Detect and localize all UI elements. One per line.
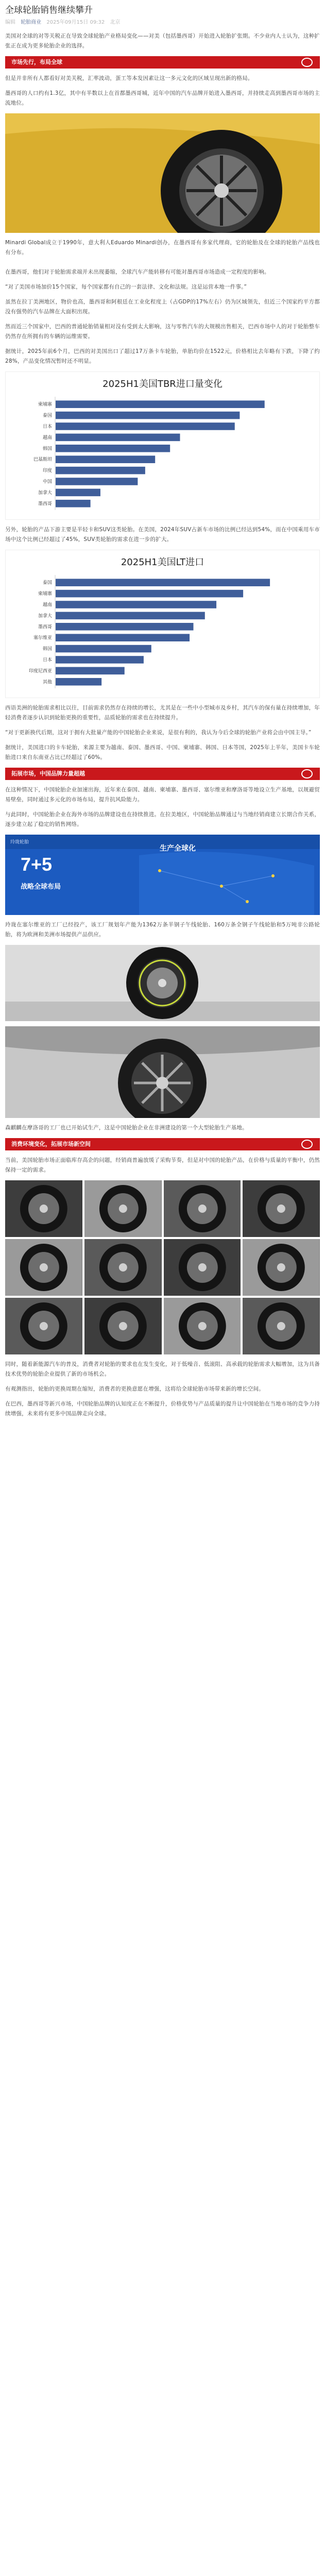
- paragraph: 在这种情况下，中国轮胎企业加速出海，近年来在泰国、越南、柬埔寨、墨西哥、塞尔维亚和摩洛哥等地设立生产基地，以规避贸易壁垒，同时通过多元化的市场布局，提升抗风险能力。: [5, 787, 320, 803]
- category-label: 日本: [42, 657, 52, 663]
- paragraph: 另外，轮胎的产品下游主要是半轻卡和SUV这类轮胎。在美国，2024年SUV占新车市场的比例已经达到54%，而在中国乘用车市场中这个比例已经超过了45%，SUV类轮胎的需求在进一步的扩大。: [5, 527, 320, 543]
- category-label: 日本: [42, 424, 52, 430]
- meta-account-link[interactable]: 轮胎商业: [21, 20, 42, 25]
- tire-photo: [84, 1298, 162, 1354]
- chart-svg: [6, 372, 319, 519]
- bar-7: [56, 656, 144, 664]
- bar-1: [56, 590, 243, 598]
- category-label: 墨西哥: [38, 624, 52, 630]
- category-label: 韩国: [42, 647, 52, 652]
- paragraph: 当前，美国轮胎市场正面临库存高企的问题，经销商普遍放缓了采购节奏，但是对中国的轮胎产品，在价格与质量的平衡中，仍然保持一定的需求。: [5, 1157, 320, 1173]
- tire-icon: [84, 1298, 162, 1354]
- bar-0: [56, 400, 265, 408]
- tire-icon: [84, 1239, 162, 1296]
- bar-6: [56, 645, 151, 653]
- bar-4: [56, 623, 194, 631]
- category-label: 加拿大: [38, 613, 52, 619]
- tire-icon: [243, 1298, 320, 1354]
- photo-tire-display: [5, 945, 320, 1021]
- paragraph: 然而近三个国家中，巴西的普通轮胎销量相对没有受到太大影响，这与零售汽车的大规模出售相关，巴西市场中人的对于轮胎整车仍然存在所拥有的车辆的运维需要。: [5, 324, 320, 340]
- tire-icon: [5, 1298, 82, 1354]
- chart-tbr-imports: [5, 371, 320, 520]
- tire-icon: [243, 1239, 320, 1296]
- section-header-1: [5, 56, 320, 69]
- tire-photo: [243, 1239, 320, 1296]
- bar-1: [56, 412, 240, 419]
- category-label: 泰国: [42, 413, 52, 419]
- bar-5: [56, 455, 155, 463]
- paragraph: 有观测指出，轮胎的更换周期在缩短，消费者的更换意愿在增强，这将给全球轮胎市场带来新的增长空间。: [5, 1386, 264, 1392]
- bar-3: [56, 434, 180, 442]
- article-meta: [5, 19, 320, 26]
- tire-photo-grid: [5, 1180, 320, 1354]
- tire-illustration: [5, 1026, 320, 1118]
- paragraph: 据统计，2025年前6个月，巴西的对美国出口了超过17万条卡车轮胎，单胎均价在1522元，价格相比去年略有下跌，下降了约28%，产品变化情况暂时还不明显。: [5, 348, 320, 364]
- section-title: 市场先行，布局全球: [11, 59, 62, 65]
- paragraph: 美国对全球的对等关税正在导致全球轮胎产业格局变化——对美（包括墨西哥）开始进入轮胎扩张期。不少业内人士认为，这种扩张正在成为更多轮胎企业的选择。: [5, 33, 320, 49]
- tire-icon: [164, 1298, 241, 1354]
- paragraph: 玲珑在塞尔维亚的工厂已经投产，该工厂规划年产能为1362万条半钢子午线轮胎、160万条全钢子午线轮胎和5万吨非公路轮胎，将为欧洲和美洲市场提供产品供应。: [5, 922, 320, 938]
- tire-photo: [164, 1180, 241, 1237]
- category-label: 柬埔寨: [38, 591, 52, 597]
- tire-photo: [5, 1180, 82, 1237]
- tire-icon: [164, 1180, 241, 1237]
- category-label: 越南: [42, 602, 52, 608]
- tire-illustration: [5, 113, 320, 233]
- paragraph: 但是并非所有人都看好对美关税，汇率波动，蛋工等本发因素让这一多元文化的区域呈现出新的格局。: [5, 75, 253, 81]
- banner-big-number: 7+5: [21, 854, 53, 875]
- paragraph: 墨西哥的人口约有1.3亿，其中有半数以上在首都墨西哥城，近年中国的汽车品牌开始进入墨西哥，并持续走高到墨西哥市场的主流地位。: [5, 90, 320, 106]
- bar-7: [56, 478, 138, 485]
- chart-svg: [6, 550, 319, 698]
- section-title: 拓展市场，中国品牌力量超越: [11, 770, 85, 777]
- paragraph: “对了美国市场加价15个国家，每个国家都有自己的一套法律、文化和法规。这是运营本地一件事。”: [5, 284, 247, 290]
- tire-icon: [164, 1239, 241, 1296]
- ring-decoration-icon: [301, 1140, 313, 1149]
- tire-icon: [5, 1239, 82, 1296]
- category-label: 泰国: [42, 580, 52, 586]
- category-label: 墨西哥: [38, 501, 52, 507]
- tire-photo: [84, 1180, 162, 1237]
- bar-8: [56, 489, 100, 497]
- category-label: 中国: [42, 479, 52, 485]
- photo-yellow-car-tire: [5, 113, 320, 233]
- tire-photo: [164, 1298, 241, 1354]
- tire-icon: [84, 1180, 162, 1237]
- bar-5: [56, 634, 190, 641]
- category-label: 印度: [42, 468, 52, 474]
- category-label: 加拿大: [38, 490, 52, 496]
- tire-photo: [5, 1298, 82, 1354]
- meta-author: 编辑: [5, 20, 15, 25]
- chart-title: 2025H1美国TBR进口量变化: [102, 379, 223, 389]
- bar-2: [56, 422, 235, 430]
- article-title: 全球轮胎销售继续攀升: [5, 5, 93, 15]
- paragraph: 据统计，美国进口的卡车轮胎，来源主要为越南、泰国、墨西哥、中国、柬埔寨、韩国、日本等国，2025年上半年，美国卡车轮胎进口来自东南亚占比已经超过了60%。: [5, 744, 320, 760]
- bar-2: [56, 601, 216, 608]
- bar-4: [56, 445, 170, 452]
- section-header-3: [5, 1138, 320, 1150]
- category-label: 印度尼西亚: [28, 668, 52, 674]
- section-header-2: [5, 768, 320, 780]
- meta-location: 北京: [110, 20, 121, 25]
- tire-photo: [243, 1180, 320, 1237]
- tire-photo: [164, 1239, 241, 1296]
- bar-6: [56, 467, 145, 474]
- chart-lt-imports: [5, 550, 320, 698]
- paragraph: 同时，随着新能源汽车的普及，消费者对轮胎的要求也在发生变化，对于低噪音、低滚阻、高承载的轮胎需求大幅增加，这为具备技术优势的轮胎企业提供了新的市场机会。: [5, 1361, 320, 1377]
- category-label: 其他: [42, 680, 52, 685]
- category-label: 越南: [42, 435, 52, 440]
- ring-decoration-icon: [301, 769, 313, 778]
- meta-date: 2025年09月15日 09:32: [46, 20, 105, 25]
- paragraph: 在巴西，墨西哥等新兴市场，中国轮胎品牌的认知度正在不断提升，价格优势与产品质量的提升让中国轮胎在当地市场的竞争力持续增强，未来将有更多中国品牌走向全球。: [5, 1401, 320, 1417]
- ring-decoration-icon: [301, 58, 313, 67]
- bar-8: [56, 667, 125, 675]
- category-label: 巴基斯坦: [33, 457, 52, 463]
- banner-slogan: 生产全球化: [160, 844, 196, 853]
- tire-illustration: [5, 945, 320, 1021]
- tire-photo: [5, 1239, 82, 1296]
- paragraph: 与此同时，中国轮胎企业在海外市场的品牌建设也在持续推进。在拉美地区，中国轮胎品牌通过与当地经销商建立长期合作关系，逐步建立起了稳定的销售网络。: [5, 811, 320, 827]
- tire-icon: [5, 1180, 82, 1237]
- bar-9: [56, 678, 101, 686]
- tire-photo: [243, 1298, 320, 1354]
- banner-global-layout: [5, 835, 320, 915]
- paragraph: 虽然在拉丁美洲地区，物价也高，墨西哥和阿根廷在工业化程度上（占GDP的17%左右）仍为区域领先，但近三个国家约平方都没有强势的汽车品牌在大面积出现。: [5, 299, 320, 315]
- banner-subtitle: 战略全球布局: [21, 883, 61, 891]
- paragraph: “对于更新换代后期，这对于拥有大批量产能的中国轮胎企业来说，是很有利的，我认为今后全球的轮胎产业将会由中国主导。”: [5, 730, 312, 736]
- bar-9: [56, 500, 91, 507]
- photo-car-wheel: [5, 1026, 320, 1118]
- paragraph: Minardi Global成立于1990年，意大利人Eduardo Minardi创办，在墨西哥有多家代理商，它的轮胎及在全球的轮胎产品线也有分布。 在墨西哥，他们对于轮胎需求端并未出现萎缩，全球汽车产能转移有可能对墨西哥市场造成一定程度的影响。: [5, 240, 320, 275]
- paragraph: 森麒麟在摩洛哥的工厂也已开始试生产，这是中国轮胎企业在非洲建设的第一个大型轮胎生产基地。: [5, 1125, 248, 1131]
- category-label: 塞尔维亚: [33, 635, 52, 641]
- paragraph: 西语美洲的轮胎需求相比以往，目前需求仍然存在持续的增长，尤其是在一些中小型城市及乡村，其汽车的保有量在持续增加，年轻消费者逐步认识到轮胎更换的重要性，品质轮胎的需求也在持续提升。: [5, 705, 320, 721]
- tire-icon: [243, 1180, 320, 1237]
- tire-photo: [84, 1239, 162, 1296]
- bar-0: [56, 579, 270, 586]
- chart-title: 2025H1美国LT进口: [121, 557, 204, 568]
- section-title: 消费环境变化，拓展市场新空间: [11, 1141, 91, 1147]
- banner-brand: 玲珑轮胎: [10, 840, 29, 845]
- category-label: 韩国: [42, 446, 52, 452]
- bar-3: [56, 612, 205, 620]
- category-label: 柬埔寨: [38, 402, 52, 408]
